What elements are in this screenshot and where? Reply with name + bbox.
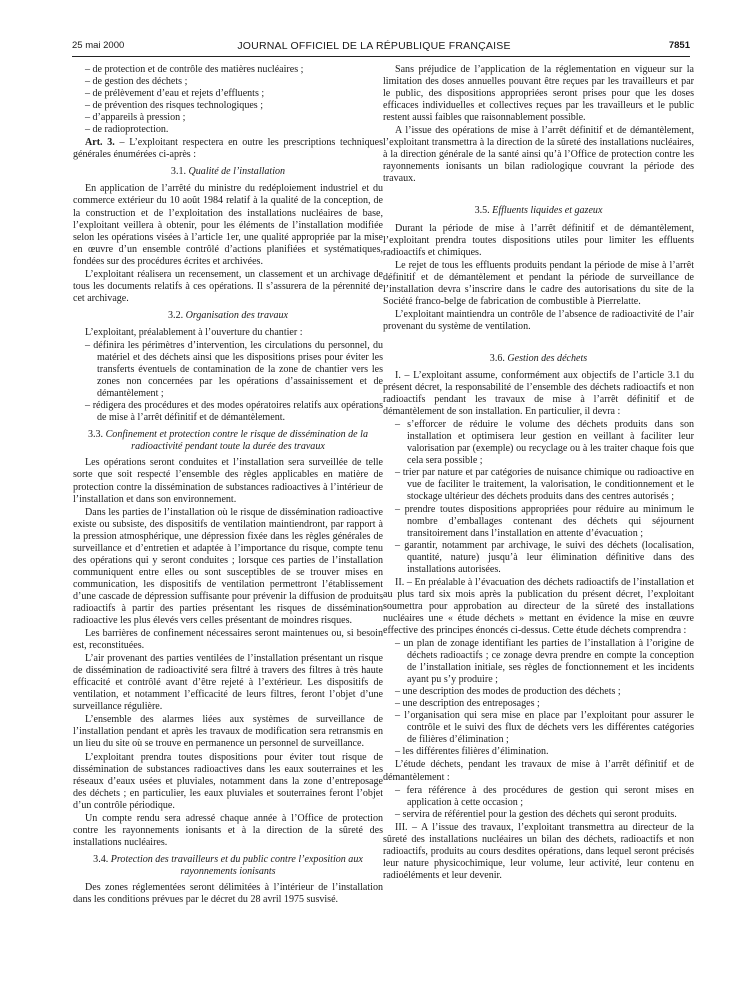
section-title: Effluents liquides et gazeux — [489, 205, 603, 217]
section-number: 3.3. — [88, 429, 104, 441]
paragraph: II. – En préalable à l’évacuation des déchets radioactifs de l’installation et au plus tard six mois après la publication du présent décret, l’exploitant soumettra pour approbation au directeur de la sûreté des installations nucléaires une « étude déchets » mettant en évidence la mise en œuvre effective des principes énoncés ci-dessus. Cette étude déchets comprendra : — [383, 576, 694, 636]
list-item: – servira de référentiel pour la gestion des déchets qui seront produits. — [395, 808, 677, 820]
section-number: 3.5. — [474, 205, 490, 217]
list-item: – de radioprotection. — [85, 124, 169, 136]
bullet-list — [383, 419, 694, 576]
list-item: – l’organisation qui sera mise en place par l’exploitant pour assurer le contrôle et le suivi des flux de déchets vers les différentes catégories de filières d’élimination ; — [395, 710, 694, 746]
section-title: Gestion des déchets — [504, 352, 588, 364]
article-text: – L’exploitant respectera en outre les prescriptions techniques générales énumérées ci-après : — [73, 137, 384, 161]
list-item: – de gestion des déchets ; — [85, 76, 188, 88]
paragraph: En application de l’arrêté du ministre du redéploiement industriel et du commerce extérieur du 10 août 1984 relatif à la qualité de la conception, de la construction et de l’exploitation des installations nucléaires de base, l’exploitant veillera à obtenir, pour les éléments de l’installation modifiée selon les opérations visées à l’article 1er, une qualité appropriée par la mise en œuvre d’un ensemble contrôlé d’actions planifiées et systématiques, fondées sur des procédures écrites et archivées. — [73, 183, 383, 267]
header-date: 25 mai 2000 — [72, 40, 125, 51]
paragraph: Des zones réglementées seront délimitées à l’intérieur de l’installation dans les conditions prévues par le décret du 28 avril 1975 susvisé. — [73, 882, 383, 906]
paragraph: L’ensemble des alarmes liées aux systèmes de surveillance de l’installation pendant et après les travaux de modification sera retransmis en un lieu du site où se trouve en permanence un personnel de surveillance. — [73, 714, 383, 750]
section-number: 3.4. — [93, 853, 109, 865]
section-heading — [73, 854, 383, 878]
list-item: – rédigera des procédures et des modes opératoires relatifs aux opérations de mise à l’arrêt définitif et de démantèlement. — [85, 400, 383, 424]
paragraph: L’exploitant réalisera un recensement, un classement et un archivage de tous les documents relatifs à ces opérations. Il s’assurera de la pérennité de cet archivage. — [73, 268, 383, 304]
section-heading — [383, 205, 694, 217]
bullet-list — [383, 785, 694, 821]
article-label: Art. 3. — [85, 137, 115, 149]
paragraph: A l’issue des opérations de mise à l’arrêt définitif et de démantèlement, l’exploitant transmettra à la direction de la sûreté des installations nucléaires, à la direction générale de la santé ainsi qu’à l’Office de protection contre les rayonnements ionisants un bilan radiologique couvrant la période des travaux. — [383, 125, 694, 185]
list-item: – les différentes filières d’élimination. — [395, 746, 549, 758]
list-item: – de protection et de contrôle des matières nucléaires ; — [85, 64, 304, 75]
list-item: – une description des modes de production des déchets ; — [395, 686, 621, 698]
section-heading — [383, 353, 694, 365]
section-title: Protection des travailleurs et du public contre l’exposition aux rayonnements ionisants — [108, 853, 363, 877]
paragraph: Les barrières de confinement nécessaires seront maintenues ou, si besoin est, reconstituées. — [73, 628, 383, 652]
list-item: – prendre toutes dispositions appropriées pour réduire au minimum le nombre d’emballages contenant des déchets qui séjournent transitoirement dans l’installation en attente d’évacuation ; — [395, 503, 694, 539]
list-item: – trier par nature et par catégories de nuisance chimique ou radioactive en vue de faciliter le traitement, la valorisation, le conditionnement et le stockage ultérieur des déchets produits dans des centres autorisés ; — [395, 467, 694, 503]
paragraph: Durant la période de mise à l’arrêt définitif et de démantèlement, l’exploitant prendra toutes dispositions utiles pour limiter les effluents radioactifs et chimiques. — [383, 222, 694, 258]
list-item: – une description des entreposages ; — [395, 698, 540, 710]
journal-title: JOURNAL OFFICIEL DE LA RÉPUBLIQUE FRANÇAISE — [237, 40, 511, 52]
paragraph: Le rejet de tous les effluents produits pendant la période de mise à l’arrêt définitif et de démantèlement et pendant la période de surveillance de l’installation devra s’inscrire dans le cadre des autorisations du site de la Société franco-belge de fabrication de combustible à Pierrelatte. — [383, 259, 694, 307]
list-item: – de prélèvement d’eau et rejets d’effluents ; — [85, 88, 265, 100]
paragraph: I. – L’exploitant assume, conformément aux objectifs de l’article 3.1 du présent décret, la responsabilité de l’ensemble des déchets radioactifs et non radioactifs pendant les travaux de mise à l’arrêt définitif et de démantèlement de son installation. En particulier, il devra : — [383, 369, 694, 418]
list-item: – garantir, notamment par archivage, le suivi des déchets (localisation, quantité, nature) jusqu’à leur élimination définitive dans des installations autorisées. — [395, 539, 694, 575]
paragraph: L’exploitant, préalablement à l’ouverture du chantier : — [85, 326, 303, 338]
list-item: – d’appareils à pression ; — [85, 112, 186, 124]
article-3 — [73, 137, 383, 161]
right-column — [383, 64, 694, 883]
section-heading — [73, 166, 383, 178]
paragraph: L’air provenant des parties ventilées de l’installation présentant un risque de dissémination de radioactivité sera filtré à travers des filtres à très haute efficacité et contrôlé avant d’être rejeté à l’extérieur. Les dispositifs de ventilation, et notamment l’efficacité de leurs filtres, feront l’objet d’une surveillance régulière. — [73, 653, 383, 713]
section-number: 3.1. — [170, 166, 186, 178]
page-number: 7851 — [668, 40, 690, 51]
list-item: – un plan de zonage identifiant les parties de l’installation à l’origine de déchets radioactifs ; ce zonage devra prendre en compte la conception de l’installation initiale, ses règles de fonctionnement et les incidents ayant pu s’y produire ; — [395, 638, 694, 686]
section-number: 3.6. — [489, 352, 505, 364]
section-title: Confinement et protection contre le risque de dissémination de la radioactivité pendant toute la durée des travaux — [103, 429, 368, 453]
section-number: 3.2. — [168, 309, 184, 321]
list-item: – fera référence à des procédures de gestion qui seront mises en application à cette occasion ; — [395, 784, 694, 808]
paragraph: Un compte rendu sera adressé chaque année à l’Office de protection contre les rayonnements ionisants et à la direction de la sûreté des installations nucléaires. — [73, 812, 383, 848]
section-heading — [73, 310, 383, 322]
bullet-list — [73, 340, 383, 424]
list-item: – définira les périmètres d’intervention, les circulations du personnel, du matériel et des déchets ainsi que les dispositions prises pour éviter les transferts éventuels de contamination de la zone de chantier vers les zones non concernées par les opérations d’assainissement et de démantèlement ; — [85, 339, 383, 400]
paragraph: Dans les parties de l’installation où le risque de dissémination radioactive existe ou subsiste, des dispositifs de ventilation maintiendront, par rapport à la pression atmosphérique, une dépression fixée dans les règles générales de surveillance et d’entretien et adaptée à l’importance du risque, compte tenu des opérations qui y seront conduites ; lorsque ces parties de l’installation communiquent entre elles ou sont susceptibles de se trouver mises en communication, les dispositifs de ventilation permettront l’établissement d’une cascade de dépression suffisante pour prévenir la diffusion de produits radioactifs à partir des parties présentant les risques de dissémination radioactive les plus élevés vers celles présentant de moindres risques. — [73, 506, 383, 627]
paragraph: L’exploitant maintiendra un contrôle de l’absence de radioactivité de l’air provenant du système de ventilation. — [383, 308, 694, 332]
section-title: Organisation des travaux — [183, 309, 288, 321]
list-item: – s’efforcer de réduire le volume des déchets produits dans son installation et optimisera leur gestion en veillant à faciliter leur valorisation par (exemple) ou recyclage ou à les traiter chaque fois que cela sera possible ; — [395, 419, 694, 467]
paragraph: Les opérations seront conduites et l’installation sera surveillée de telle sorte que soit respecté l’ensemble des règles applicables en matière de protection contre la dissémination de substances radioactives à l’intérieur de l’installation et dans son environnement. — [73, 457, 383, 505]
paragraph: L’exploitant prendra toutes dispositions pour éviter tout risque de dissémination de substances radioactives dans les eaux souterraines et les réseaux d’eaux usées et pluviales, notamment dans la zone d’entreposage des déchets ; en particulier, les eaux pluviales et souterraines feront l’objet d’un contrôle périodique. — [73, 751, 383, 811]
prescriptions-list — [73, 64, 383, 136]
header-rule — [72, 56, 690, 57]
left-column — [73, 64, 383, 907]
paragraph: III. – A l’issue des travaux, l’exploitant transmettra au directeur de la sûreté des installations nucléaires un bilan des déchets, radioactifs et non radioactifs, produits au cours desdites opérations, dans lequel seront précisés leur nature physicochimique, leur volume, leur activité, leur contenu en radioéléments et leur devenir. — [383, 821, 694, 881]
paragraph: Sans préjudice de l’application de la réglementation en vigueur sur la limitation des doses annuelles pouvant être reçues par les travailleurs et par le public, des dispositions appropriées seront prises pour que les doses efficaces individuelles et collectives reçues par les travailleurs et le public restent aussi faibles que raisonnablement possible. — [383, 64, 694, 124]
paragraph: L’étude déchets, pendant les travaux de mise à l’arrêt définitif et de démantèlement : — [383, 759, 694, 783]
section-heading — [73, 429, 383, 453]
list-item: – de prévention des risques technologiques ; — [85, 100, 264, 112]
section-title: Qualité de l’installation — [186, 166, 286, 178]
bullet-list — [383, 638, 694, 758]
